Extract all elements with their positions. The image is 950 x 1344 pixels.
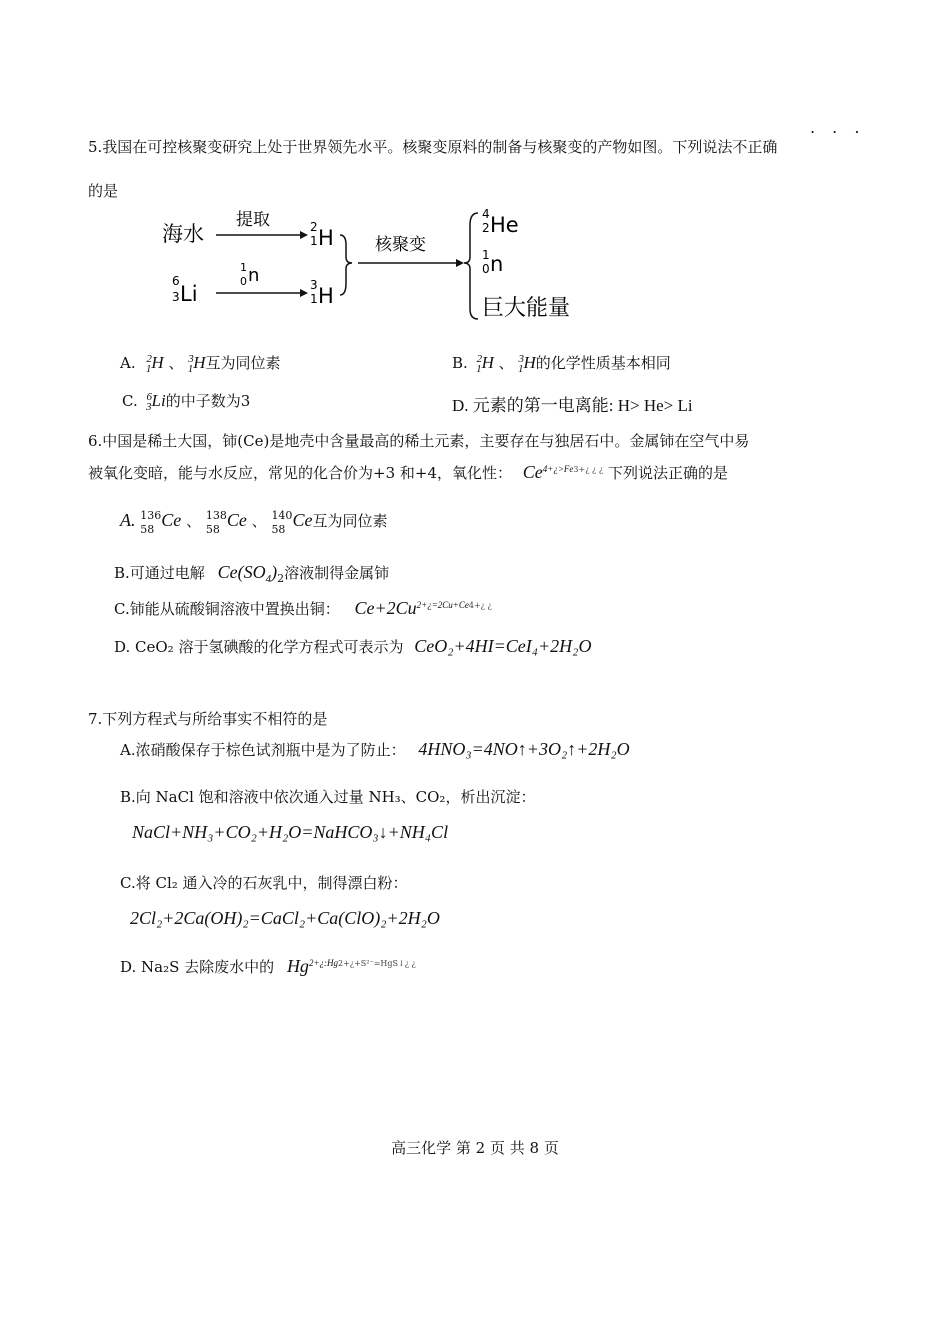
- q5-a-sep: 、: [168, 354, 184, 372]
- q5-stem-line2: 的是: [88, 182, 119, 200]
- q5-option-c: [122, 390, 250, 413]
- right-brace: [340, 235, 352, 295]
- q7-stem: 7.下列方程式与所给事实不相符的是: [88, 710, 328, 728]
- q5-a-nuclide-h3: [188, 353, 205, 375]
- n-symbol: n: [248, 265, 260, 286]
- q5-c-li-symbol: Li: [151, 391, 166, 410]
- q7-option-b-formula: NaCl+NH₃+CO₂+H₂O=NaHCO₃↓+NH₄Cl: [132, 822, 449, 842]
- n-out-mass: 1: [482, 248, 490, 262]
- q6-stem-formula-sup: 4+¿>Fe: [542, 464, 574, 474]
- q5-a-h3-mass: 3: [188, 353, 194, 365]
- q6-stem-line2: [88, 462, 728, 483]
- n-mass: 1: [240, 261, 247, 274]
- q6-b-text-a: B.可通过电解: [114, 564, 205, 582]
- he-symbol: He: [490, 213, 519, 237]
- q6-stem-line1: 6.中国是稀土大国，铈(Ce)是地壳中含量最高的稀土元素，主要存在与独居石中。金属铈在空气中易: [88, 432, 750, 450]
- arrow-li-head: [300, 289, 308, 297]
- q6-b-formula-end: ): [271, 562, 278, 582]
- q6-a-sep1: 、: [186, 512, 202, 530]
- q6-a-sep2: 、: [251, 512, 267, 530]
- q5-option-a: [120, 352, 281, 375]
- q7-option-d: [120, 956, 416, 977]
- q5-c-li-mass: 6: [146, 391, 152, 403]
- h3-z: 1: [310, 292, 318, 306]
- q6-a-mass-z-1: [140, 510, 161, 535]
- q6-b-formula: Ce(SO: [217, 562, 266, 582]
- q5-c-nuclide-li: [147, 391, 166, 413]
- li-z: 3: [172, 290, 180, 304]
- q5-a-h3-z: 1: [187, 363, 194, 375]
- q5-b-h3-z: 1: [517, 363, 524, 375]
- q6-stem-line2-b: 下列说法正确的是: [607, 464, 728, 482]
- q6-a-mass-z-2: [206, 510, 227, 535]
- li-symbol: Li: [180, 282, 198, 306]
- q6-a-symbol2: Ce: [226, 510, 247, 530]
- q5-b-nuclide-h2: [477, 353, 494, 375]
- q7-option-b-text: B.向 NaCl 饱和溶液中依次通入过量 NH₃、CO₂，析出沉淀：: [120, 788, 536, 806]
- q6-a-z1: 58: [140, 523, 155, 536]
- q5-a-h2-symbol: H: [151, 353, 164, 372]
- q5-option-d: D. 元素的第一电离能: H> He> Li: [452, 396, 693, 415]
- q6-b-text-b: 溶液制得金属铈: [284, 564, 390, 582]
- q6-b-formula-sub: 4: [265, 573, 272, 585]
- q5-c-li-z: 3: [146, 401, 152, 413]
- q5-b-h2-mass: 2: [476, 353, 483, 365]
- q5-a-label: A.: [120, 354, 136, 372]
- fusion-diagram: [160, 205, 600, 330]
- q5-c-label: C.: [122, 392, 138, 410]
- q6-d-formula: CeO₂+4HI=CeI₄+2H₂O: [414, 636, 592, 656]
- q6-d-text: D. CeO₂ 溶于氢碘酸的化学方程式可表示为: [114, 638, 404, 656]
- q5-b-label: B.: [452, 354, 468, 372]
- q5-b-h3-mass: 3: [518, 353, 524, 365]
- q5-a-h3-symbol: H: [193, 353, 206, 372]
- n-out-z: 0: [482, 262, 490, 276]
- q7-d-text: D. Na₂S 去除废水中的: [120, 958, 275, 976]
- q6-a-z2: 58: [205, 523, 220, 536]
- h3-mass: 3: [310, 278, 318, 292]
- q7-option-a: [120, 739, 630, 760]
- q6-a-mass2: 138: [205, 509, 227, 522]
- q5-a-h2-mass: 2: [146, 353, 152, 365]
- emphasis-dots: . . .: [810, 118, 866, 137]
- q6-c-text: C.铈能从硫酸铜溶液中置换出铜：: [114, 600, 340, 618]
- q7-a-text: A.浓硝酸保存于棕色试剂瓶中是为了防止：: [120, 741, 406, 759]
- q7-option-c-formula: 2Cl₂+2Ca(OH)₂=CaCl₂+Ca(ClO)₂+2H₂O: [130, 908, 440, 928]
- q6-b-formula-sub2: 2: [277, 572, 285, 585]
- q6-stem-formula-tiny: 3+¿ ¿ ¿: [573, 465, 604, 474]
- he-z: 2: [482, 221, 490, 235]
- energy-label: 巨大能量: [482, 296, 571, 321]
- q7-d-formula: Hg: [286, 956, 309, 976]
- q7-d-formula-tiny: 2+¿+S²⁻=HgS↓¿ ¿: [338, 959, 416, 968]
- q5-c-text: 的中子数为3: [165, 392, 251, 410]
- q6-c-formula-tiny: 4+¿ ¿: [468, 601, 492, 610]
- n-out-symbol: n: [490, 252, 504, 276]
- q7-option-c-text: C.将 Cl₂ 通入冷的石灰乳中，制得漂白粉：: [120, 874, 408, 892]
- arrow-fusion-head: [456, 259, 464, 267]
- q6-stem-line2-a: 被氧化变暗，能与水反应，常见的化合价为+3 和+4，氧化性：: [88, 464, 512, 482]
- q6-c-formula-sup: 2+¿=2Cu+Ce: [416, 600, 469, 610]
- q6-stem-formula: Ce: [522, 462, 543, 482]
- q5-option-b: [452, 352, 671, 375]
- q5-b-h3-symbol: H: [523, 353, 536, 372]
- q6-a-mass3: 140: [271, 509, 293, 522]
- q6-c-formula: Ce+2Cu: [354, 598, 417, 618]
- h2-mass: 2: [310, 220, 318, 234]
- q6-a-symbol3: Ce: [292, 510, 313, 530]
- q5-a-h2-z: 1: [145, 363, 152, 375]
- q6-a-mass-z-3: [271, 510, 292, 535]
- q5-b-h2-z: 1: [476, 363, 482, 375]
- q6-option-a: [120, 510, 387, 535]
- q6-a-symbol1: Ce: [161, 510, 182, 530]
- q6-a-mass1: 136: [140, 509, 162, 522]
- q6-a-label: A.: [120, 510, 136, 530]
- q6-option-c: [114, 598, 492, 619]
- q5-stem-line1: 5.我国在可控核聚变研究上处于世界领先水平。核聚变原料的制备与核聚变的产物如图。下列说法不正确: [88, 138, 778, 156]
- page-footer: 高三化学 第 2 页 共 8 页: [391, 1139, 559, 1157]
- seawater-label: 海水: [162, 222, 204, 246]
- q5-b-sep: 、: [498, 354, 514, 372]
- q7-d-formula-sup: 2+¿:Hg: [308, 958, 339, 968]
- q6-a-z3: 58: [271, 523, 286, 536]
- q5-a-text: 互为同位素: [205, 354, 281, 372]
- h3-symbol: H: [318, 284, 334, 308]
- q5-a-nuclide-h2: [146, 353, 163, 375]
- arrow-extract-head: [300, 231, 308, 239]
- he-mass: 4: [482, 207, 490, 221]
- q5-b-nuclide-h3: [518, 353, 535, 375]
- extract-label: 提取: [236, 210, 270, 230]
- h2-symbol: H: [318, 226, 334, 250]
- q6-option-d: [114, 636, 591, 657]
- q7-a-formula: 4HNO₃=4NO↑+3O₂↑+2H₂O: [418, 739, 630, 759]
- n-z: 0: [240, 275, 247, 288]
- left-brace: [464, 213, 478, 319]
- q5-b-h2-symbol: H: [481, 353, 494, 372]
- fusion-label: 核聚变: [375, 235, 426, 255]
- q6-a-text: 互为同位素: [312, 512, 388, 530]
- li-mass: 6: [172, 274, 180, 288]
- q5-b-text: 的化学性质基本相同: [535, 354, 671, 372]
- h2-z: 1: [310, 234, 318, 248]
- q6-option-b: [114, 562, 389, 585]
